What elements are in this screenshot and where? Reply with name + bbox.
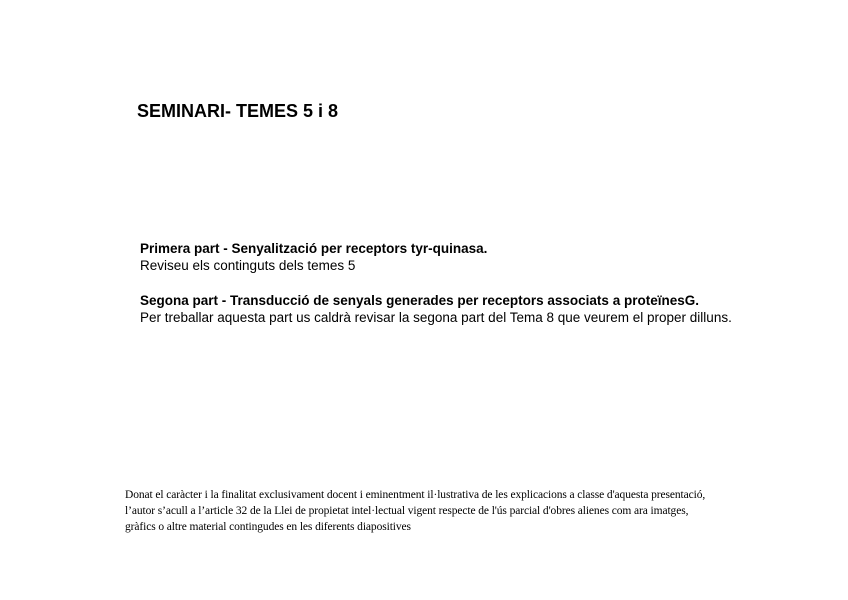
section-text: Reviseu els continguts dels temes 5 [140, 258, 356, 273]
slide-title: SEMINARI- TEMES 5 i 8 [137, 101, 339, 121]
notice-line: gràfics o altre material contingudes en les diferents diapositives [125, 521, 411, 533]
notice-line: Donat el caràcter i la finalitat exclusivament docent i eminentment il·lustrativa de les explicacions a classe d'aquesta presentació, [125, 489, 706, 501]
notice-line: l’autor s’acull a l’article 32 de la Llei de propietat intel·lectual vigent respecte de l'ús parcial d'obres alienes com ara imatges, [125, 505, 689, 517]
section-heading: Segona part - Transducció de senyals generades per receptors associats a proteïnesG. [140, 293, 699, 308]
section-part-two [140, 292, 760, 326]
section-text: Per treballar aquesta part us caldrà revisar la segona part del Tema 8 que veurem el proper dilluns. [140, 310, 732, 325]
section-part-one [140, 240, 760, 274]
copyright-notice [125, 487, 765, 535]
slide-body [140, 240, 760, 326]
section-heading: Primera part - Senyalització per receptors tyr-quinasa. [140, 241, 488, 256]
